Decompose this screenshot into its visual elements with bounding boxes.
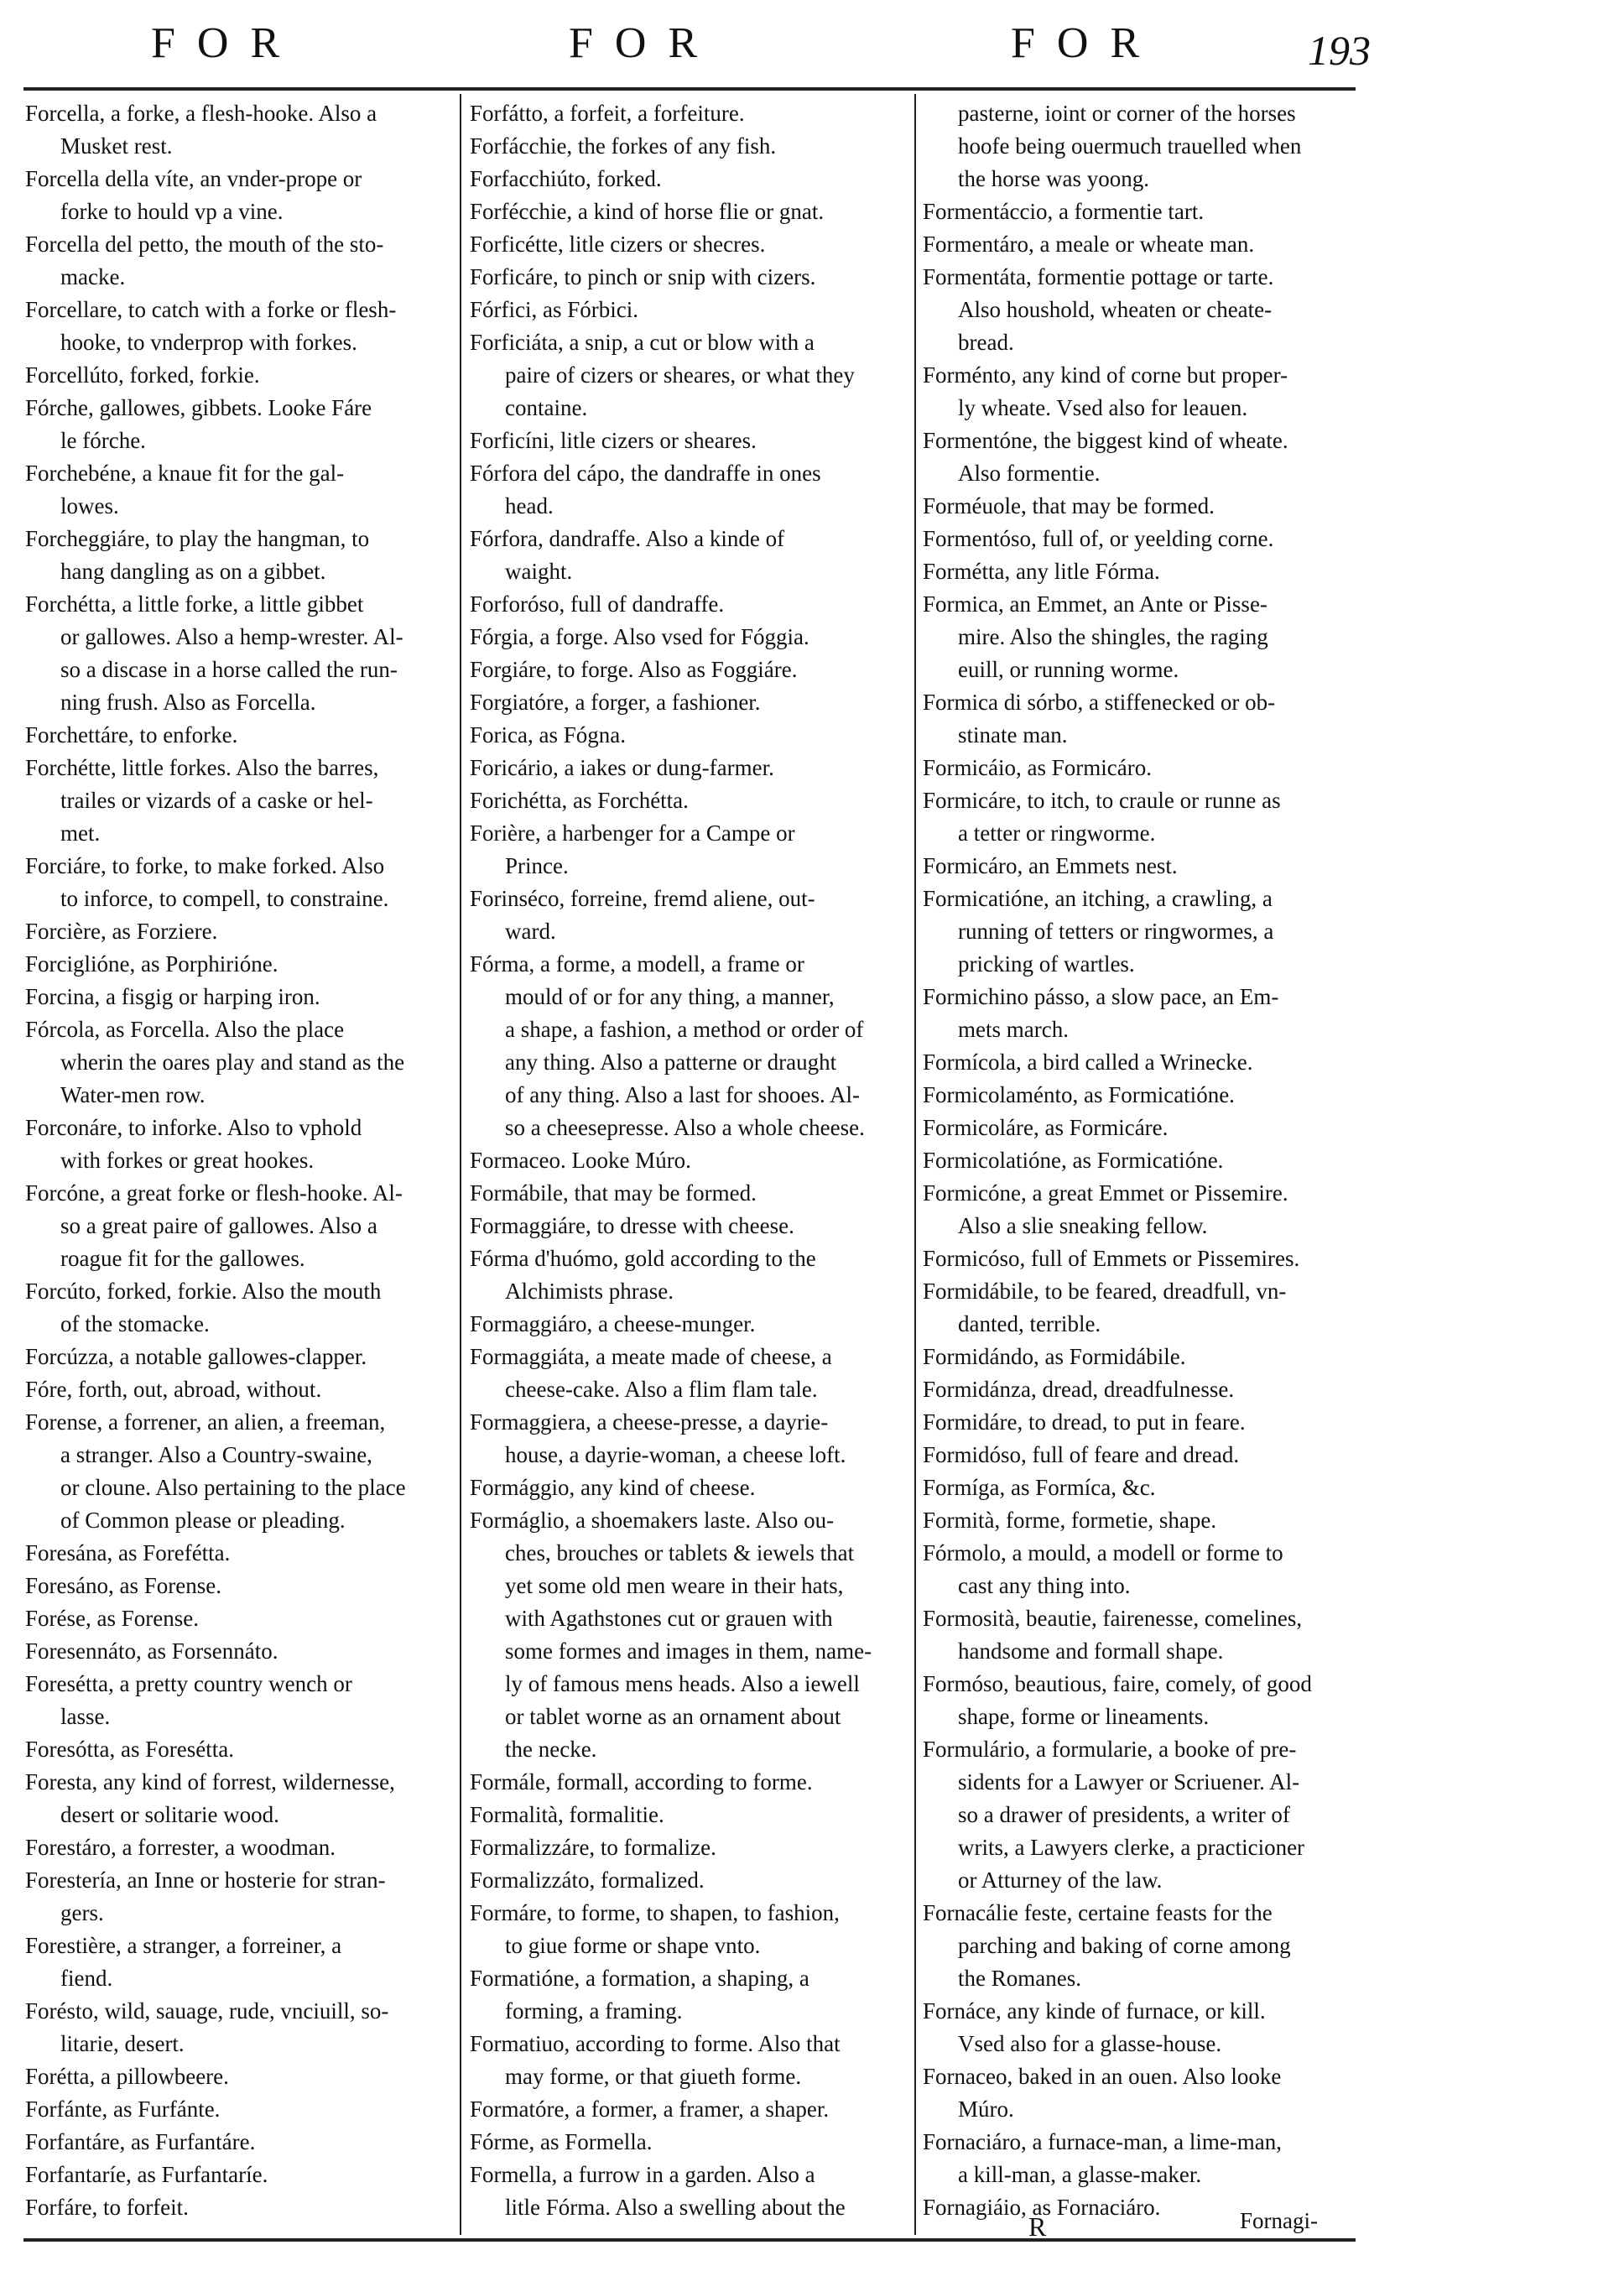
entry-continuation-line: mould of or for any thing, a manner, — [505, 984, 835, 1009]
entry-continuation-line: litle Fórma. Also a swelling about the — [505, 2195, 846, 2220]
entry-line: Forménto, any kind of corne but proper- — [923, 362, 1288, 388]
entry-continuation-line: the necke. — [505, 1737, 597, 1762]
entry-continuation-line: so a great paire of gallowes. Also a — [60, 1213, 377, 1238]
entry-line: Forficétte, litle cizers or shecres. — [470, 232, 766, 257]
entry-continuation-line: macke. — [60, 264, 126, 289]
entry-line: Fórfora del cápo, the dandraffe in ones — [470, 461, 821, 486]
entry-line: Forétta, a pillowbeere. — [25, 2064, 229, 2089]
entry-line: Forcóne, a great forke or flesh-hooke. Al- — [25, 1180, 403, 1206]
entry-continuation-line: may forme, or that giueth forme. — [505, 2064, 802, 2089]
entry-continuation-line: running of tetters or ringwormes, a — [958, 919, 1274, 944]
entry-line: Foresennáto, as Forsennáto. — [25, 1638, 278, 1664]
entry-line: Fornaciáro, a furnace-man, a lime-man, — [923, 2129, 1283, 2154]
entry-continuation-line: paire of cizers or sheares, or what they — [505, 362, 855, 388]
entry-continuation-line: bread. — [958, 330, 1014, 355]
entry-continuation-line: pricking of wartles. — [958, 951, 1135, 977]
entry-line: Forése, as Forense. — [25, 1606, 199, 1631]
entry-continuation-line: or tablet worne as an ornament about — [505, 1704, 841, 1729]
entry-continuation-line: a shape, a fashion, a method or order of — [505, 1017, 864, 1042]
entry-continuation-line: lowes. — [60, 493, 119, 518]
running-head-center: FOR — [569, 19, 720, 67]
entry-line: Formatiuo, according to forme. Also that — [470, 2031, 841, 2056]
entry-line: Forconáre, to inforke. Also to vphold — [25, 1115, 362, 1140]
entry-continuation-line: stinate man. — [958, 722, 1068, 747]
entry-line: Forcella della víte, an vnder-prope or — [25, 166, 362, 191]
entry-line: Formicóne, a great Emmet or Pissemire. — [923, 1180, 1288, 1206]
entry-line: Formábile, that may be formed. — [470, 1180, 757, 1206]
entry-continuation-line: mets march. — [958, 1017, 1069, 1042]
entry-continuation-line: desert or solitarie wood. — [60, 1802, 279, 1827]
entry-continuation-line: parching and baking of corne among — [958, 1933, 1291, 1958]
entry-continuation-line: gers. — [60, 1900, 104, 1925]
entry-continuation-line: euill, or running worme. — [958, 657, 1179, 682]
entry-continuation-line: of Common please or pleading. — [60, 1508, 346, 1533]
entry-line: Formaggiáta, a meate made of cheese, a — [470, 1344, 832, 1369]
entry-line: Formicolatióne, as Formicatióne. — [923, 1148, 1224, 1173]
entry-line: Forcella del petto, the mouth of the sto- — [25, 232, 384, 257]
entry-line: Forestière, a stranger, a forreiner, a — [25, 1933, 342, 1958]
page-number: 193 — [1308, 27, 1371, 74]
entry-line: Formulário, a formularie, a booke of pre- — [923, 1737, 1297, 1762]
entry-line: Fornagiáio, as Fornaciáro. — [923, 2195, 1161, 2220]
entry-line: Foresétta, a pretty country wench or — [25, 1671, 352, 1696]
entry-line: Forgiatóre, a forger, a fashioner. — [470, 690, 761, 715]
entry-line: Formaggiáre, to dresse with cheese. — [470, 1213, 794, 1238]
dictionary-column-3 — [923, 97, 1356, 2224]
entry-line: Forchétte, little forkes. Also the barres, — [25, 755, 379, 780]
entry-continuation-line: Also formentie. — [958, 461, 1101, 486]
entry-continuation-line: containe. — [505, 395, 588, 420]
entry-line: Forfáre, to forfeit. — [25, 2195, 189, 2220]
entry-line: Forfantáre, as Furfantáre. — [25, 2129, 256, 2154]
entry-line: Fórma, a forme, a modell, a frame or — [470, 951, 804, 977]
entry-line: Formóso, beautious, faire, comely, of good — [923, 1671, 1312, 1696]
entry-continuation-line: writs, a Lawyers clerke, a practicioner — [958, 1835, 1305, 1860]
entry-continuation-line: hooke, to vnderprop with forkes. — [60, 330, 357, 355]
entry-line: Forcheggiáre, to play the hangman, to — [25, 526, 370, 551]
entry-continuation-line: handsome and formall shape. — [958, 1638, 1224, 1664]
entry-continuation-line: Alchimists phrase. — [505, 1279, 674, 1304]
entry-line: Formaceo. Looke Múro. — [470, 1148, 691, 1173]
signature-mark: R — [1028, 2211, 1047, 2242]
entry-line: Fórmolo, a mould, a modell or forme to — [923, 1540, 1283, 1565]
entry-line: Fórfora, dandraffe. Also a kinde of — [470, 526, 785, 551]
entry-continuation-line: Múro. — [958, 2097, 1014, 2122]
entry-line: Fórcola, as Forcella. Also the place — [25, 1017, 345, 1042]
entry-continuation-line: a tetter or ringworme. — [958, 820, 1156, 846]
entry-continuation-line: hoofe being ouermuch trauelled when — [958, 133, 1302, 159]
entry-line: Forchettáre, to enforke. — [25, 722, 238, 747]
entry-line: Forfácchie, the forkes of any fish. — [470, 133, 777, 159]
entry-line: Forcúto, forked, forkie. Also the mouth — [25, 1279, 382, 1304]
entry-continuation-line: lasse. — [60, 1704, 111, 1729]
entry-continuation-line: le fórche. — [60, 428, 146, 453]
entry-line: Fornacálie feste, certaine feasts for the — [923, 1900, 1273, 1925]
entry-line: Forméuole, that may be formed. — [923, 493, 1215, 518]
entry-continuation-line: some formes and images in them, name- — [505, 1638, 872, 1664]
entry-line: Formáre, to forme, to shapen, to fashion, — [470, 1900, 840, 1925]
entry-continuation-line: so a cheesepresse. Also a whole cheese. — [505, 1115, 865, 1140]
entry-line: Forinséco, forreine, fremd aliene, out- — [470, 886, 815, 911]
entry-line: Formaggiáro, a cheese-munger. — [470, 1311, 756, 1336]
entry-continuation-line: wherin the oares play and stand as the — [60, 1050, 405, 1075]
entry-line: Forcière, as Forziere. — [25, 919, 218, 944]
entry-line: Formicatióne, an itching, a crawling, a — [923, 886, 1273, 911]
entry-line: Foresta, any kind of forrest, wildernesse, — [25, 1769, 395, 1794]
entry-continuation-line: trailes or vizards of a caske or hel- — [60, 788, 373, 813]
entry-line: Forchebéne, a knaue fit for the gal- — [25, 461, 345, 486]
entry-continuation-line: ning frush. Also as Forcella. — [60, 690, 316, 715]
entry-line: Formella, a furrow in a garden. Also a — [470, 2162, 815, 2187]
entry-continuation-line: cheese-cake. Also a flim flam tale. — [505, 1377, 818, 1402]
entry-line: Formalizzáto, formalized. — [470, 1867, 705, 1893]
entry-line: Formatóre, a former, a framer, a shaper. — [470, 2097, 830, 2122]
entry-continuation-line: pasterne, ioint or corner of the horses — [958, 101, 1296, 126]
dictionary-column-2 — [470, 97, 909, 2224]
entry-continuation-line: a kill-man, a glasse-maker. — [958, 2162, 1202, 2187]
entry-continuation-line: forke to hould vp a vine. — [60, 199, 284, 224]
entry-line: Formicáio, as Formicáro. — [923, 755, 1152, 780]
entry-line: Formentóso, full of, or yeelding corne. — [923, 526, 1274, 551]
entry-line: Fórche, gallowes, gibbets. Looke Fáre — [25, 395, 372, 420]
entry-line: Forestáro, a forrester, a woodman. — [25, 1835, 336, 1860]
entry-line: Formicáro, an Emmets nest. — [923, 853, 1178, 878]
entry-continuation-line: so a discase in a horse called the run- — [60, 657, 398, 682]
entry-line: Fornáce, any kinde of furnace, or kill. — [923, 1998, 1266, 2024]
entry-continuation-line: mire. Also the shingles, the raging — [958, 624, 1268, 649]
entry-line: Formentáta, formentie pottage or tarte. — [923, 264, 1274, 289]
running-head-right: FOR — [1011, 19, 1162, 67]
entry-line: Formidóso, full of feare and dread. — [923, 1442, 1240, 1467]
entry-continuation-line: forming, a framing. — [505, 1998, 683, 2024]
entry-line: Formidábile, to be feared, dreadfull, vn- — [923, 1279, 1287, 1304]
entry-continuation-line: to giue forme or shape vnto. — [505, 1933, 761, 1958]
entry-line: Forcellare, to catch with a forke or flesh- — [25, 297, 397, 322]
entry-line: Formità, forme, formetie, shape. — [923, 1508, 1217, 1533]
entry-line: Formica di sórbo, a stiffenecked or ob- — [923, 690, 1276, 715]
entry-line: Forcella, a forke, a flesh-hooke. Also a — [25, 101, 377, 126]
entry-line: Forcúzza, a notable gallowes-clapper. — [25, 1344, 367, 1369]
column-rule-2 — [914, 94, 916, 2235]
entry-line: Forcina, a fisgig or harping iron. — [25, 984, 320, 1009]
entry-continuation-line: with Agathstones cut or grauen with — [505, 1606, 833, 1631]
entry-continuation-line: or gallowes. Also a hemp-wrester. Al- — [60, 624, 403, 649]
entry-line: Forciglióne, as Porphirióne. — [25, 951, 278, 977]
entry-line: Forficiáta, a snip, a cut or blow with a — [470, 330, 815, 355]
entry-line: Foresóttа, as Foresétta. — [25, 1737, 234, 1762]
catchword: Fornagi- — [1240, 2208, 1318, 2233]
entry-continuation-line: with forkes or great hookes. — [60, 1148, 315, 1173]
entry-line: Forcellúto, forked, forkie. — [25, 362, 260, 388]
entry-line: Foresána, as Forefétta. — [25, 1540, 231, 1565]
entry-continuation-line: hang dangling as on a gibbet. — [60, 559, 326, 584]
entry-line: Fórme, as Formella. — [470, 2129, 653, 2154]
bottom-rule — [23, 2238, 1356, 2242]
entry-line: Formággio, any kind of cheese. — [470, 1475, 756, 1500]
entry-continuation-line: house, a dayrie-woman, a cheese loft. — [505, 1442, 846, 1467]
entry-line: Formaggiera, a cheese-presse, a dayrie- — [470, 1409, 829, 1435]
entry-line: Formentóne, the biggest kind of wheate. — [923, 428, 1288, 453]
entry-continuation-line: sidents for a Lawyer or Scriuener. Al- — [958, 1769, 1300, 1794]
entry-line: Fórfici, as Fórbici. — [470, 297, 638, 322]
entry-line: Forésto, wild, sauage, rude, vnciuill, so- — [25, 1998, 389, 2024]
column-rule-1 — [460, 94, 461, 2235]
entry-continuation-line: the Romanes. — [958, 1966, 1081, 1991]
entry-line: Formentáro, a meale or wheate man. — [923, 232, 1255, 257]
entry-continuation-line: or cloune. Also pertaining to the place — [60, 1475, 406, 1500]
top-rule — [23, 87, 1356, 91]
entry-line: Formáglio, a shoemakers laste. Also ou- — [470, 1508, 835, 1533]
entry-continuation-line: roague fit for the gallowes. — [60, 1246, 305, 1271]
entry-continuation-line: Prince. — [505, 853, 569, 878]
entry-continuation-line: of any thing. Also a last for shooes. Al- — [505, 1082, 860, 1107]
entry-continuation-line: ly of famous mens heads. Also a iewell — [505, 1671, 860, 1696]
entry-line: Forichétta, as Forchétta. — [470, 788, 689, 813]
entry-continuation-line: litarie, desert. — [60, 2031, 185, 2056]
entry-line: Formica, an Emmet, an Ante or Pisse- — [923, 591, 1267, 617]
entry-continuation-line: ward. — [505, 919, 556, 944]
entry-continuation-line: or Atturney of the law. — [958, 1867, 1163, 1893]
entry-line: Forforóso, full of dandraffe. — [470, 591, 725, 617]
entry-continuation-line: Vsed also for a glasse-house. — [958, 2031, 1222, 2056]
dictionary-column-1 — [25, 97, 455, 2224]
entry-line: Fórgia, a forge. Also vsed for Fóggia. — [470, 624, 809, 649]
entry-line: Formicolaménto, as Formicatióne. — [923, 1082, 1235, 1107]
entry-continuation-line: Also a slie sneaking fellow. — [958, 1213, 1208, 1238]
entry-line: Foricário, a iakes or dung-farmer. — [470, 755, 774, 780]
entry-continuation-line: yet some old men weare in their hats, — [505, 1573, 844, 1598]
entry-line: Forciáre, to forke, to make forked. Also — [25, 853, 385, 878]
entry-line: Forgiáre, to forge. Also as Foggiáre. — [470, 657, 798, 682]
entry-continuation-line: ly wheate. Vsed also for leauen. — [958, 395, 1248, 420]
entry-continuation-line: so a drawer of presidents, a writer of — [958, 1802, 1290, 1827]
entry-continuation-line: fiend. — [60, 1966, 113, 1991]
entry-line: Formíga, as Formíca, &c. — [923, 1475, 1156, 1500]
entry-line: Formosità, beautie, fairenesse, comelines, — [923, 1606, 1303, 1631]
entry-line: Formidánza, dread, dreadfulnesse. — [923, 1377, 1235, 1402]
entry-line: Formidáre, to dread, to put in feare. — [923, 1409, 1246, 1435]
entry-line: Formicáre, to itch, to craule or runne as — [923, 788, 1281, 813]
entry-line: Fóre, forth, out, abroad, without. — [25, 1377, 322, 1402]
entry-line: Forière, a harbenger for a Campe or — [470, 820, 795, 846]
entry-continuation-line: of the stomacke. — [60, 1311, 210, 1336]
entry-continuation-line: a stranger. Also a Country-swaine, — [60, 1442, 372, 1467]
entry-line: Forica, as Fógna. — [470, 722, 626, 747]
entry-line: Forense, a forrener, an alien, a freeman, — [25, 1409, 386, 1435]
entry-line: Formentáccio, a formentie tart. — [923, 199, 1205, 224]
entry-continuation-line: Musket rest. — [60, 133, 173, 159]
entry-line: Forfécchie, a kind of horse flie or gnat. — [470, 199, 825, 224]
entry-line: Forficáre, to pinch or snip with cizers. — [470, 264, 816, 289]
entry-line: Forfantaríe, as Furfantaríe. — [25, 2162, 268, 2187]
entry-continuation-line: danted, terrible. — [958, 1311, 1101, 1336]
entry-line: Fórma d'huómo, gold according to the — [470, 1246, 816, 1271]
entry-line: Fornaceo, baked in an ouen. Also looke — [923, 2064, 1282, 2089]
entry-line: Formidándo, as Formidábile. — [923, 1344, 1186, 1369]
entry-continuation-line: cast any thing into. — [958, 1573, 1131, 1598]
entry-line: Forchétta, a little forke, a little gibbet — [25, 591, 364, 617]
entry-continuation-line: met. — [60, 820, 101, 846]
entry-line: Forfátto, a forfeit, a forfeiture. — [470, 101, 745, 126]
entry-continuation-line: Water-men row. — [60, 1082, 206, 1107]
entry-line: Formichino pásso, a slow pace, an Em- — [923, 984, 1279, 1009]
entry-line: Forfánte, as Furfánte. — [25, 2097, 221, 2122]
entry-line: Formicoláre, as Formicáre. — [923, 1115, 1169, 1140]
entry-line: Formalità, formalitie. — [470, 1802, 664, 1827]
entry-line: Foresáno, as Forense. — [25, 1573, 221, 1598]
entry-continuation-line: head. — [505, 493, 554, 518]
entry-line: Forfacchiúto, forked. — [470, 166, 662, 191]
entry-line: Forficíni, litle cizers or sheares. — [470, 428, 757, 453]
entry-line: Formalizzáre, to formalize. — [470, 1835, 716, 1860]
entry-continuation-line: waight. — [505, 559, 573, 584]
entry-line: Formatióne, a formation, a shaping, a — [470, 1966, 809, 1991]
entry-continuation-line: Also houshold, wheaten or cheate- — [958, 297, 1273, 322]
entry-continuation-line: ches, brouches or tablets & iewels that — [505, 1540, 855, 1565]
entry-line: Forestería, an Inne or hosterie for stran- — [25, 1867, 386, 1893]
entry-line: Formícola, a bird called a Wrinecke. — [923, 1050, 1253, 1075]
entry-line: Formále, formall, according to forme. — [470, 1769, 813, 1794]
entry-continuation-line: to inforce, to compell, to constraine. — [60, 886, 389, 911]
running-head-left: FOR — [151, 19, 302, 67]
entry-line: Formicóso, full of Emmets or Pissemires. — [923, 1246, 1300, 1271]
entry-continuation-line: any thing. Also a patterne or draught — [505, 1050, 837, 1075]
entry-continuation-line: the horse was yoong. — [958, 166, 1149, 191]
entry-line: Formétta, any litle Fórma. — [923, 559, 1160, 584]
entry-continuation-line: shape, forme or lineaments. — [958, 1704, 1210, 1729]
